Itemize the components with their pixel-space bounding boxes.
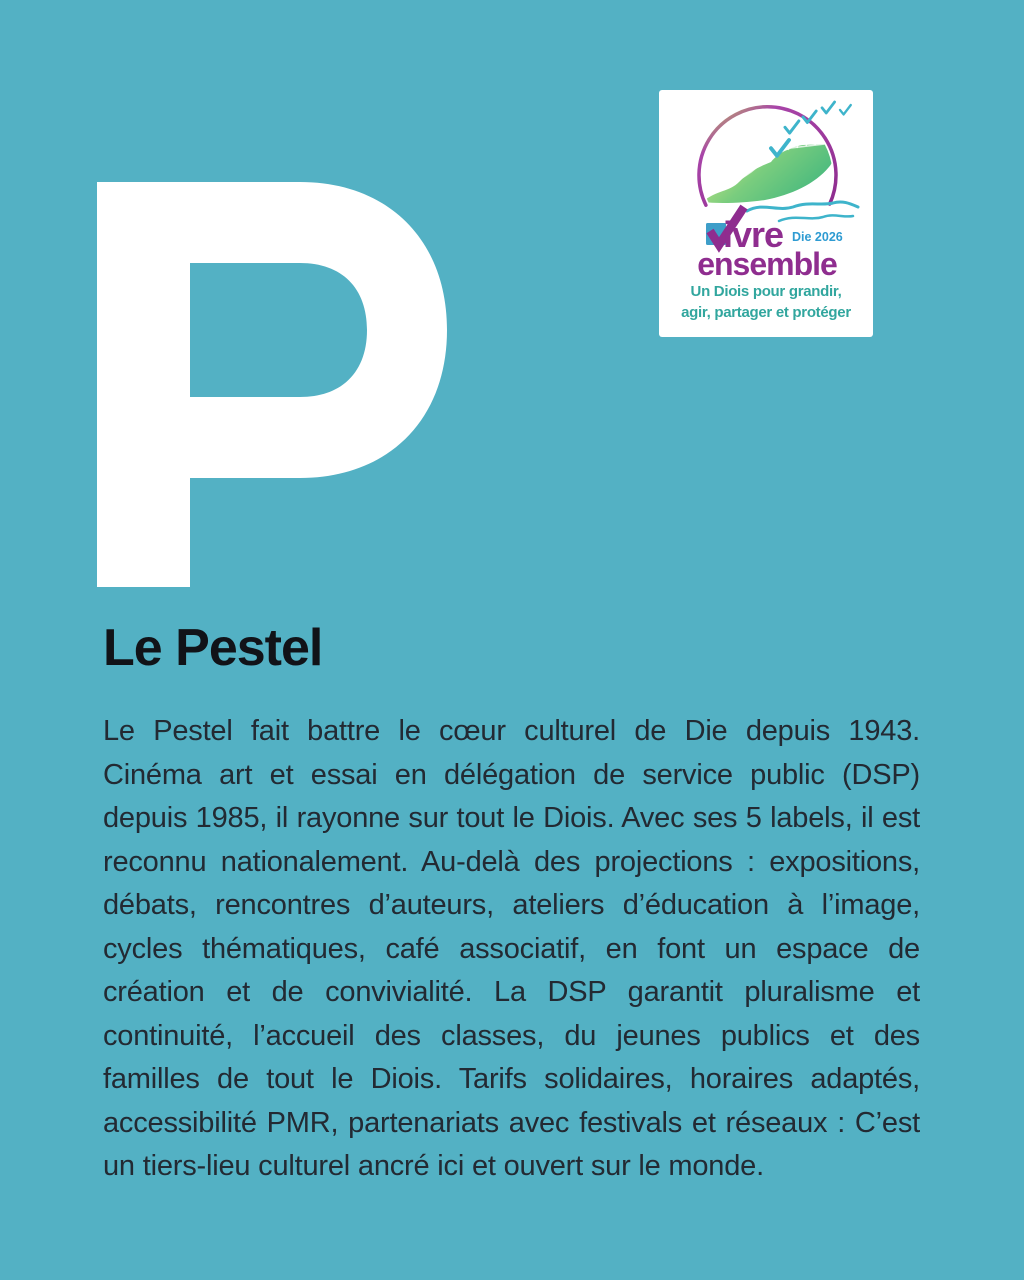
page-title: Le Pestel [103,619,323,677]
drop-cap-p [97,182,447,588]
logo-tagline-line2: agir, partager et protéger [681,304,851,321]
brand-word-vivre: ivre [723,214,784,255]
logo-card [659,90,873,337]
mountain-icon [702,140,833,203]
brand-word-ensemble: ensemble [697,246,837,282]
logo-tagline-line1: Un Diois pour grandir, [690,283,842,300]
vivre-ensemble-logo [659,90,873,337]
edition-badge: Die 2026 [792,230,843,244]
body-paragraph: Le Pestel fait battre le cœur culturel de Die depuis 1943. Cinéma art et essai en délégation de service public (DSP) depuis 1985, il rayonne sur tout le Diois. Avec ses 5 labels, il est reconnu nationalement. Au-delà des projections : expositions, débats, rencontres d’auteurs, ateliers d’éducation à l’image, cycles thématiques, café associatif, en font un espace de création et de convivialité. La DSP garantit pluralisme et continuité, l’accueil des classes, du jeunes publics et des familles de tout le Diois. Tarifs solidaires, horaires adaptés, accessibilité PMR, partenariats avec festivals et réseaux : C’est un tiers-lieu culturel ancré ici et ouvert sur le monde. [103,715,920,1182]
